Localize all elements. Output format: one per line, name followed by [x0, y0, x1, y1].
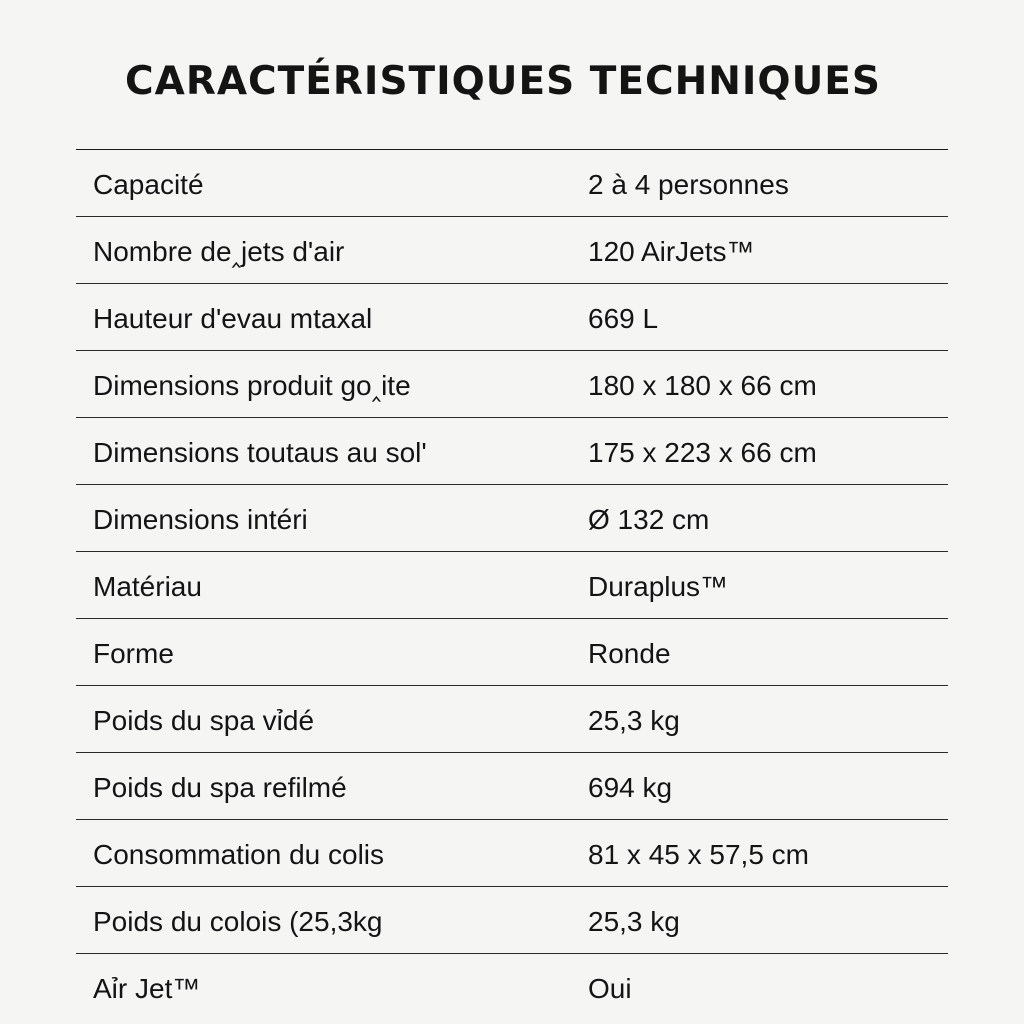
specs-table [76, 149, 948, 1020]
spec-value: Oui [588, 973, 632, 1004]
table-row [76, 820, 948, 887]
spec-value: 120 AirJets™ [588, 236, 755, 267]
spec-label: Dimensions toutaus au sol' [93, 437, 427, 468]
table-row [76, 753, 948, 820]
spec-value: 25,3 kg [588, 705, 680, 736]
table-row [76, 485, 948, 552]
table-row [76, 351, 948, 418]
spec-label: Hauteur d'evau mtaxal [93, 303, 373, 334]
spec-label: Consommation du colis [93, 839, 385, 870]
spec-label: Poids du spa refilmé [93, 772, 347, 803]
table-row [76, 619, 948, 686]
spec-value: Duraplus™ [588, 571, 729, 602]
table-row [76, 552, 948, 619]
table-row [76, 284, 948, 351]
table-row [76, 418, 948, 485]
spec-label: Dimensions produit go‸ite [93, 370, 411, 401]
spec-value: Ronde [588, 638, 671, 669]
spec-value: 25,3 kg [588, 906, 680, 937]
spec-value: 175 x 223 x 66 cm [588, 437, 817, 468]
table-row [76, 954, 948, 1020]
table-row [76, 217, 948, 284]
spec-label: Poids du spa vỉdé [93, 705, 315, 736]
spec-label: Nombre de‸jets d'air [93, 236, 345, 267]
spec-label: Aỉr Jet™ [93, 973, 201, 1004]
spec-value: Ø 132 cm [588, 504, 710, 535]
spec-label: Capacité [93, 169, 204, 200]
spec-value: 694 kg [588, 772, 673, 803]
table-row [76, 686, 948, 753]
table-row [76, 150, 948, 217]
table-row [76, 887, 948, 954]
spec-value: 180 x 180 x 66 cm [588, 370, 817, 401]
spec-label: Dimensions intéri [93, 504, 308, 535]
spec-value: 669 L [588, 303, 659, 334]
spec-label: Poids du colois (25,3kg [93, 906, 383, 937]
spec-label: Matériau [93, 571, 202, 602]
spec-label: Forme [93, 638, 174, 669]
page-title: CARACTÉRISTIQUES TECHNIQUES [125, 59, 881, 104]
spec-value: 2 à 4 personnes [588, 169, 789, 200]
spec-value: 81 x 45 x 57,5 cm [588, 839, 810, 870]
